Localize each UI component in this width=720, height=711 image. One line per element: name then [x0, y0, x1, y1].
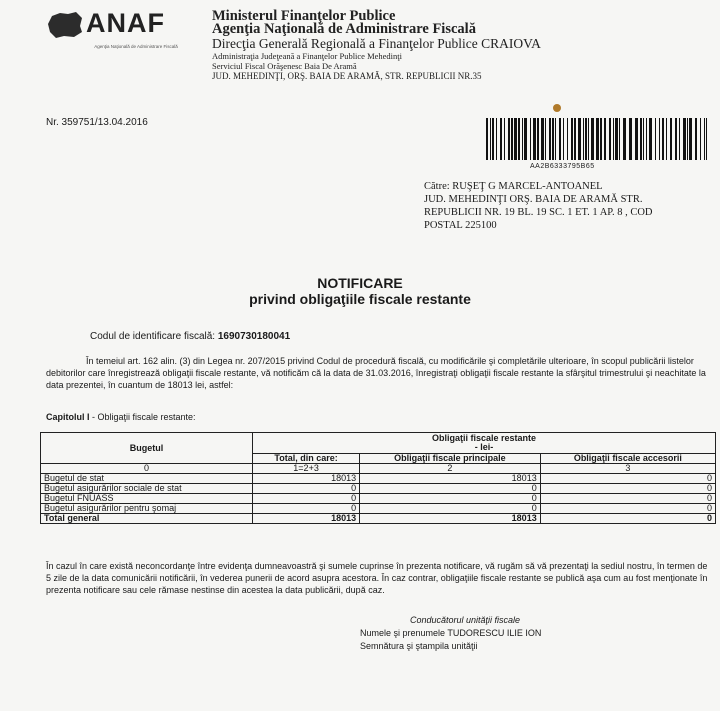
- map-icon: [46, 10, 84, 40]
- table-cell: 0: [540, 514, 715, 524]
- signatory-role: Conducătorul unităţii fiscale: [409, 615, 521, 625]
- ink-stain: [553, 104, 561, 112]
- index-row: [41, 464, 716, 474]
- group-header-unit: - lei-: [474, 442, 494, 452]
- table-cell: 2: [360, 464, 541, 474]
- table-cell: Bugetul asigurărilor sociale de stat: [41, 484, 253, 494]
- logo-text: ANAF: [86, 8, 165, 38]
- issuer-header: [212, 10, 712, 82]
- issuer-address: JUD. MEHEDINŢI, ORŞ. BAIA DE ARAMĂ, STR. REPUBLICII NR.35: [212, 71, 482, 81]
- signature-stamp-line: Semnătura şi ştampila unităţii: [360, 641, 478, 651]
- table-cell: 0: [540, 504, 715, 514]
- table-cell: 0: [253, 504, 360, 514]
- col-accessory-header: Obligaţii fiscale accesorii: [540, 454, 715, 464]
- chapter-heading: [46, 412, 196, 422]
- recipient-name: Către: RUŞEŢ G MARCEL-ANTOANEL: [424, 181, 603, 192]
- doc-title: NOTIFICARE: [317, 275, 403, 291]
- table-cell: Bugetul de stat: [41, 474, 253, 484]
- directorate-name: Direcţia Generală Regională a Finanţelor Publice CRAIOVA: [212, 36, 541, 51]
- chapter-text: - Obligaţii fiscale restante:: [89, 412, 196, 422]
- table-cell: 0: [540, 494, 715, 504]
- intro-paragraph: În temeiul art. 162 alin. (3) din Legea nr. 207/2015 privind Codul de procedură fiscală, cu modificările şi completările ulterioare, în scopul publicării listelor debitorilor care înregistrează obligaţii fiscale restante, vă notificăm că la data de 31.03.2016, înregistraţi obligaţii fiscale restante la sfârşitul trimestrului şi neachitate la data prezentei, în cuantum de 18013 lei, astfel:: [46, 356, 706, 390]
- local-office: Serviciul Fiscal Orăşenesc Baia De Aramă: [212, 61, 357, 71]
- fiscal-code: [90, 331, 290, 342]
- county-office: Administraţia Judeţeană a Finanţelor Publice Mehedinţi: [212, 51, 403, 61]
- obligations-table: [40, 432, 716, 524]
- document-number: Nr. 359751/13.04.2016: [46, 117, 148, 128]
- chapter-label: Capitolul I: [46, 412, 90, 422]
- anaf-logo: [46, 8, 206, 66]
- table-row: [41, 494, 716, 504]
- table-cell: 3: [540, 464, 715, 474]
- col-budget-header: Bugetul: [41, 433, 253, 464]
- table-cell: 18013: [253, 514, 360, 524]
- doc-subtitle: privind obligaţiile fiscale restante: [249, 291, 471, 307]
- col-total-header: Total, din care:: [253, 454, 360, 464]
- table-cell: 18013: [360, 514, 541, 524]
- table-cell: 0: [360, 494, 541, 504]
- recipient-block: [424, 180, 714, 232]
- fiscal-code-label: Codul de identificare fiscală:: [90, 331, 216, 342]
- recipient-postal: POSTAL 225100: [424, 220, 497, 231]
- ministry-name: Ministerul Finanţelor Publice: [212, 8, 396, 24]
- table-cell: Bugetul asigurărilor pentru şomaj: [41, 504, 253, 514]
- table-cell: 0: [360, 484, 541, 494]
- table-cell: 0: [253, 484, 360, 494]
- col-principal-header: Obligaţii fiscale principale: [360, 454, 541, 464]
- signatory-name: Numele şi prenumele TUDORESCU ILIE ION: [360, 628, 542, 638]
- discrepancy-note: În cazul în care există neconcordanţe între evidenţa dumneavoastră şi sumele cuprinse în prezenta notificare, vă rugăm să vă prezentaţi la sediul nostru, în termen de 5 zile de la data comunicării notificării, în vederea punerii de acord asupra acestora. În caz contrar, obligaţiile fiscale restante se publică aşa cum au fost menţionate în prezenta notificare sau cele rămase nestinse din acestea la data publicării, după caz.: [46, 561, 708, 595]
- table-cell: 1=2+3: [253, 464, 360, 474]
- table-row: [41, 474, 716, 484]
- recipient-address-2: REPUBLICII NR. 19 BL. 19 SC. 1 ET. 1 AP. 8 , COD: [424, 207, 653, 218]
- total-row: [41, 514, 716, 524]
- table-cell: 0: [540, 484, 715, 494]
- table-cell: 0: [253, 494, 360, 504]
- table-cell: 18013: [360, 474, 541, 484]
- fiscal-code-value: 1690730180041: [217, 331, 291, 342]
- barcode-text: AA2B6333795B65: [530, 163, 595, 170]
- group-header: [253, 433, 716, 454]
- logo-subtitle: Agenţia Naţională de Administrare Fiscală: [94, 44, 178, 49]
- table-cell: 0: [540, 474, 715, 484]
- barcode: [484, 118, 712, 160]
- table-row: [41, 504, 716, 514]
- table-cell: 18013: [253, 474, 360, 484]
- signature-block: [360, 614, 660, 653]
- table-cell: Bugetul FNUASS: [41, 494, 253, 504]
- recipient-address-1: JUD. MEHEDINŢI ORŞ. BAIA DE ARAMĂ STR.: [424, 194, 643, 205]
- table-cell: Total general: [41, 514, 253, 524]
- group-header-title: Obligaţii fiscale restante: [431, 433, 537, 443]
- table-cell: 0: [360, 504, 541, 514]
- agency-name: Agenţia Naţională de Administrare Fiscală: [212, 21, 476, 37]
- table-row: [41, 484, 716, 494]
- table-cell: 0: [41, 464, 253, 474]
